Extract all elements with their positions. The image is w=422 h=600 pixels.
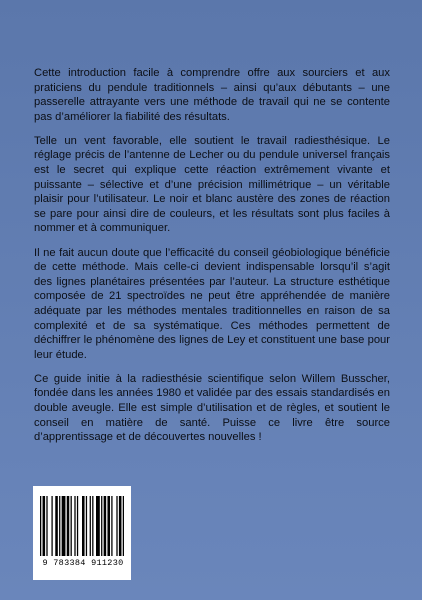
paragraph-1: Cette introduction facile à comprendre offre aux sourciers et aux praticiens du pendule traditionnels – ainsi qu’aux débutants – une passerelle attrayante vers une méthode de travail qui ne se contente pas d’améliorer la fiabilité des résultats. — [34, 67, 390, 123]
barcode-bar — [101, 496, 102, 556]
barcode-bar — [104, 496, 107, 556]
barcode-bar — [119, 496, 122, 556]
barcode-bar — [90, 496, 91, 556]
barcode-bar — [92, 496, 93, 556]
barcode-bar — [43, 496, 46, 556]
barcode-bar — [86, 496, 87, 556]
barcode-bar — [116, 496, 117, 556]
barcode-bar — [74, 496, 75, 556]
barcode-bar — [59, 496, 60, 556]
barcode-bars — [40, 496, 124, 556]
barcode-bar — [55, 496, 58, 556]
barcode-bar — [62, 496, 66, 556]
blurb-text — [34, 66, 390, 454]
barcode-bar — [77, 496, 78, 556]
barcode-bar — [71, 496, 72, 556]
paragraph-3: Il ne fait aucun doute que l’efficacité du conseil géobiologique bénéficie de cette méthode. Mais celle-ci devient indispensable lorsqu’il s’agit des lignes planétaires présentées par l’auteur. La structure esthétique composée de 21 spectroïdes ne peut être appréhendée de manière adéquate par les méthodes mentales traditionnelles en raison de sa complexité et de sa systématique. Ces méthodes permettent de déchiffrer le phénomène des lignes de Ley et constituent une base pour leur étude. — [34, 246, 390, 361]
barcode-bar — [107, 496, 110, 556]
barcode-bar — [82, 496, 85, 556]
paragraph-2: Telle un vent favorable, elle soutient le travail radiesthésique. Le réglage précis de l’antenne de Lecher ou du pendule universel français est le secret qui explique cette réaction extrêmement vivante et puissante – sélective et d’une précision millimétrique – un véritable plaisir pour l’utilisateur. Le noir et blanc austère des zones de réaction se pare pour ainsi dire de couleurs, et les résultats sont plus faciles à nommer et à communiquer. — [34, 134, 390, 235]
isbn-barcode — [33, 486, 131, 580]
barcode-bar — [40, 496, 41, 556]
barcode-bar — [51, 496, 52, 556]
barcode-bar — [96, 496, 100, 556]
paragraph-4: Ce guide initie à la radiesthésie scientifique selon Willem Busscher, fondée dans les années 1980 et validée par des essais standardisés en double aveugle. Elle est simple d’utilisation et de règles, et soutient le conseil en matière de santé. Puisse ce livre être source d’apprentissage et de découvertes nouvelles ! — [34, 372, 390, 444]
isbn-digits: 9 783384 911230 — [42, 558, 124, 568]
barcode-bar — [67, 496, 70, 556]
barcode-bar — [111, 496, 112, 556]
barcode-bar — [46, 496, 47, 556]
barcode-bar — [123, 496, 124, 556]
